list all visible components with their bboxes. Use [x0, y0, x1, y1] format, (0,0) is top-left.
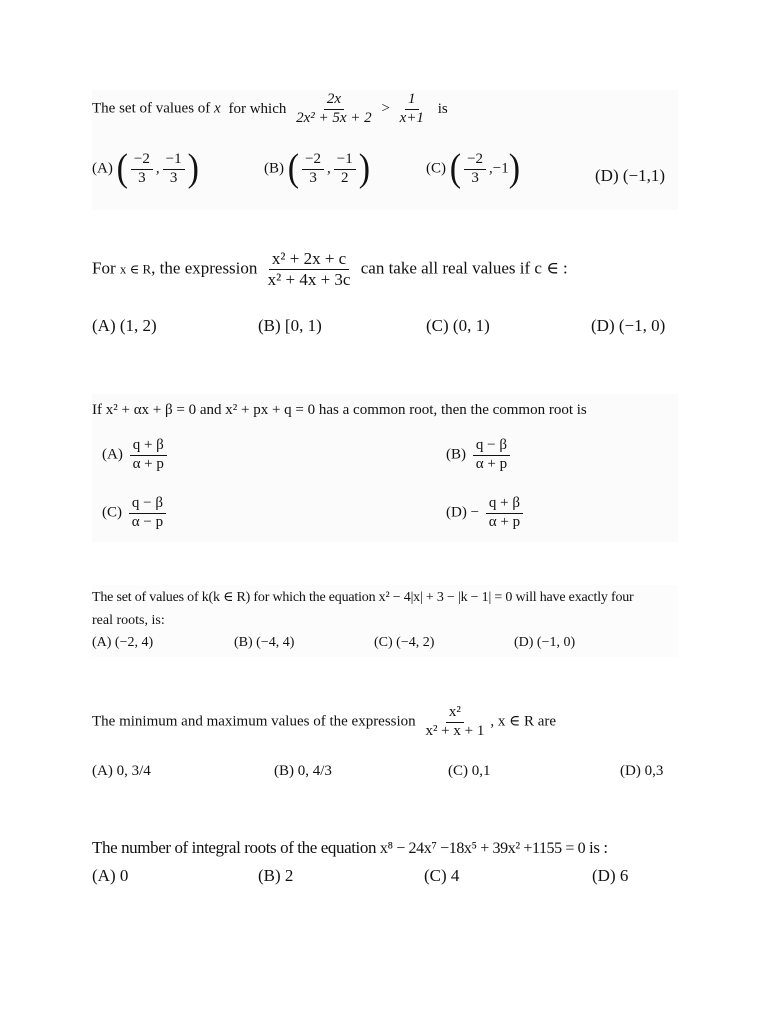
q1-gt: >	[381, 100, 390, 117]
option-label: (A)	[102, 446, 123, 463]
question-5-stem	[92, 705, 556, 740]
q2-num: x² + 2x + c	[269, 250, 349, 270]
q1-option-d	[595, 166, 665, 186]
frac-num: −2	[302, 152, 324, 170]
q5-den: x² + x + 1	[425, 722, 485, 739]
frac	[163, 152, 185, 187]
option-label: (B)	[446, 446, 466, 463]
frac-den: 2	[341, 169, 349, 186]
frac-num: −2	[131, 152, 153, 170]
frac	[131, 152, 153, 187]
frac-num: q − β	[473, 438, 510, 456]
q2-option-a: (A) (1, 2)	[92, 316, 157, 335]
q4-option-b: (B) (−4, 4)	[234, 635, 295, 650]
q1-lhs-den: 2x² + 5x + 2	[296, 109, 372, 126]
question-2-stem	[92, 250, 568, 289]
q2-option-b: (B) [0, 1)	[258, 316, 322, 335]
q3-option-d	[446, 496, 526, 531]
q5-text-before: The minimum and maximum values of the expression	[92, 713, 416, 730]
q1-option-a: (A) ( $\frac{-2}{3}$ , $\frac{-1}{3}$ )	[92, 147, 199, 190]
q1-lhs-fraction	[293, 92, 375, 127]
q1-text-before: The set of values of	[92, 100, 211, 117]
question-6-stem	[92, 838, 608, 858]
q3-option-b	[446, 438, 513, 473]
q2-fraction	[265, 250, 354, 289]
q2-text-mid: , the expression	[151, 258, 258, 278]
option-label: (C)	[426, 160, 446, 177]
q1-lhs-num: 2x	[324, 92, 344, 110]
frac-num: −1	[334, 152, 356, 170]
q6-option-c: (C) 4	[424, 866, 460, 885]
q6-option-a: (A) 0	[92, 866, 129, 885]
frac-den: 3	[471, 169, 479, 186]
q1-text-for: for which	[228, 100, 287, 117]
option-sign: −	[470, 504, 480, 521]
q1-text-after: is	[437, 100, 448, 117]
left-paren: (	[116, 147, 128, 190]
question-4-stem-line1: The set of values of k(k ∈ R) for which the equation x² − 4|x| + 3 − |k − 1| = 0 will have exactly four	[92, 590, 634, 605]
right-paren: )	[508, 147, 521, 190]
option-label: (D)	[446, 504, 467, 521]
frac-den: α + p	[132, 455, 164, 472]
q2-cond: x ∈ R	[119, 261, 152, 277]
q2-option-c: (C) (0, 1)	[426, 316, 490, 335]
q5-option-b: (B) 0, 4/3	[274, 763, 332, 779]
q5-option-c: (C) 0,1	[448, 763, 491, 779]
option-label: (A)	[92, 160, 113, 177]
frac-den: α − p	[131, 513, 164, 530]
q2-text-before: For	[92, 258, 116, 278]
question-4-stem-line2: real roots, is:	[92, 613, 165, 628]
frac	[129, 496, 166, 531]
q5-num: x²	[446, 705, 464, 723]
left-paren: (	[287, 147, 300, 190]
q6-equation: x⁸ − 24x⁷ −18x⁵ + 39x² +1155 = 0	[379, 840, 586, 857]
frac-num: −1	[163, 152, 185, 170]
q1-option-b: (B) ( $\frac{-2}{3}$ , $\frac{-1}{2}$ )	[264, 147, 371, 190]
q5-fraction	[422, 705, 487, 740]
frac-num: −2	[464, 152, 486, 170]
q5-option-a: (A) 0, 3/4	[92, 763, 151, 779]
q1-rhs-num: 1	[405, 92, 419, 110]
q5-option-d: (D) 0,3	[620, 763, 664, 779]
right-paren: )	[358, 147, 371, 190]
q4-option-a: (A) (−2, 4)	[92, 635, 154, 650]
frac-den: 3	[309, 169, 317, 186]
question-3-stem: If x² + αx + β = 0 and x² + px + q = 0 has a common root, then the common root is	[92, 402, 587, 418]
q2-option-d: (D) (−1, 0)	[591, 316, 666, 335]
q6-text-after: is :	[589, 838, 608, 857]
frac-num: q + β	[130, 438, 167, 456]
q1-var: x	[214, 100, 221, 117]
frac-den: 3	[138, 169, 146, 186]
q1-rhs-fraction	[397, 92, 427, 127]
q6-text-before: The number of integral roots of the equation	[92, 838, 377, 857]
frac-num: q − β	[129, 496, 166, 514]
frac	[473, 438, 510, 473]
q2-den: x² + 4x + 3c	[267, 269, 351, 289]
frac-den: α + p	[488, 513, 521, 530]
q3-option-c	[102, 496, 169, 531]
q1-rhs-den: x+1	[399, 109, 424, 126]
frac	[464, 152, 486, 187]
left-paren: (	[449, 147, 462, 190]
q3-option-a	[102, 438, 170, 473]
frac-den: α + p	[475, 455, 508, 472]
q4-option-c: (C) (−4, 2)	[374, 635, 435, 650]
right-paren: )	[187, 147, 199, 190]
q6-option-b: (B) 2	[258, 866, 294, 885]
question-1	[92, 90, 678, 210]
q2-text-after: can take all real values if c ∈ :	[360, 258, 568, 278]
frac-den: 3	[169, 169, 178, 186]
question-3	[92, 394, 678, 542]
q4-option-d: (D) (−1, 0)	[514, 635, 576, 650]
option-value: (−1,1)	[622, 166, 666, 185]
option-label: (B)	[264, 160, 284, 177]
q1-option-c	[426, 147, 521, 190]
frac	[302, 152, 324, 187]
question-1-stem	[92, 92, 448, 127]
frac	[486, 496, 523, 531]
frac-num: q + β	[486, 496, 523, 514]
q6-option-d: (D) 6	[592, 866, 629, 885]
option-label: (D)	[595, 166, 619, 185]
question-4	[92, 585, 678, 657]
frac	[334, 152, 356, 187]
frac-tail: ,−1	[489, 160, 509, 177]
option-label: (C)	[102, 504, 122, 521]
q5-text-after: , x ∈ R are	[490, 713, 557, 730]
frac	[130, 438, 167, 473]
